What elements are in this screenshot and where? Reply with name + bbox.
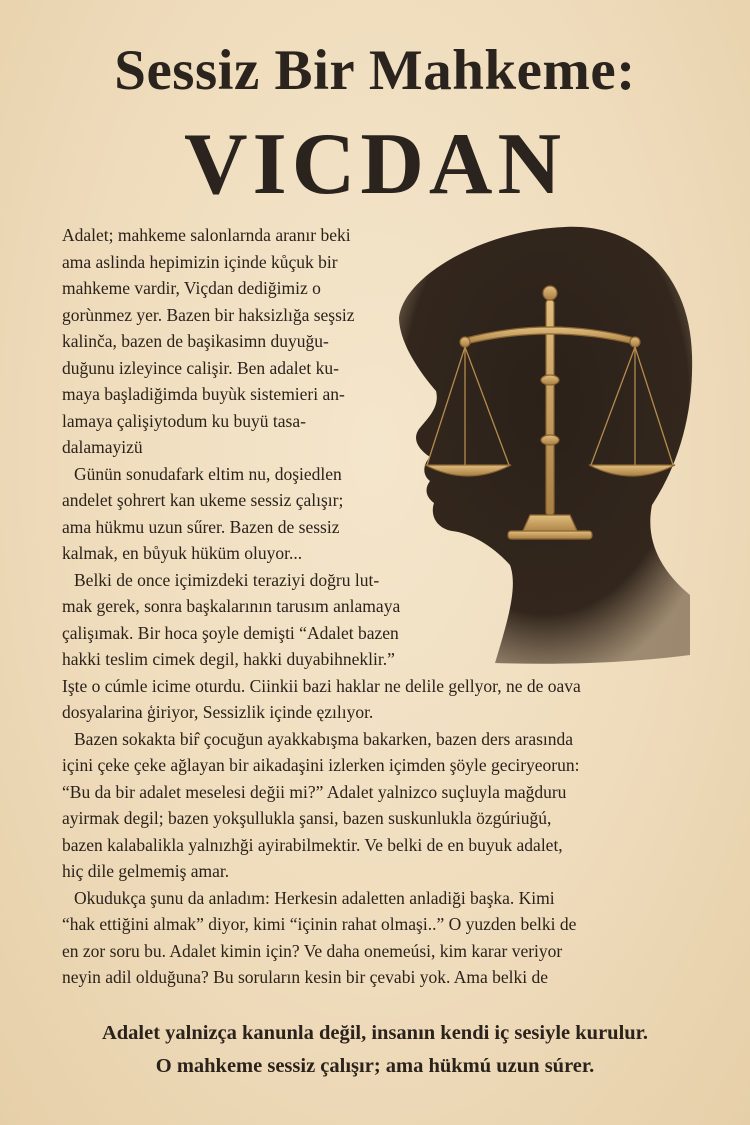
paragraph-5: [62, 885, 692, 991]
closing-line-2: O mahkeme sessiz çalışır; ama hükmú uzun súrer.: [155, 1055, 595, 1077]
closing-quote: [0, 1017, 750, 1083]
page-title: Sessiz Bir Mahkeme:: [114, 39, 636, 102]
article-body: [62, 222, 692, 991]
page-subtitle: VICDAN: [184, 116, 566, 213]
text-line: hakki teslim cimek degil, hakki duyabihneklir.”: [62, 649, 395, 669]
text-line: içini çeke çeke ağlayan bir aikadaşini izlerken içimden şöyle geciryeorun:: [62, 755, 580, 775]
text-line: ama hükmu uzun sűrer. Bazen de sessiz: [62, 516, 340, 537]
text-line: dosyalarina ģiriyor, Sessizlik içinde ęzılıyor.: [62, 702, 374, 722]
text-line: mahkeme vardir, Viçdan dediğimiz o: [62, 278, 321, 298]
text-line: neyin adil olduğuna? Bu soruların kesin bir çevabi yok. Ama belki de: [62, 967, 549, 987]
text-line: Belki de once içimizdeki teraziyi doğru lut-: [74, 569, 380, 590]
text-line: dalamayizü: [62, 437, 143, 457]
text-line: duğunu izleyince calişir. Ben adalet ku-: [62, 357, 339, 378]
text-line: “Bu da bir adalet meselesi değii mi?” Adalet yalnizco suçluyla mağduru: [62, 781, 567, 802]
text-line: maya başladiğimda buyùk sistemieri an-: [62, 384, 345, 404]
paragraph-3: [62, 567, 692, 726]
text-line: Işte o cúmle icime oturdu. Ciinkii bazi haklar ne delile gellyor, ne de oava: [62, 675, 581, 696]
text-line: andelet şohrert kan ukeme sessiz çalışır;: [62, 490, 344, 510]
text-line: Bazen sokakta bir̂ çocuğun ayakkabışma bakarken, bazen ders arasında: [74, 728, 574, 749]
text-line: gorùnmez yer. Bazen bir haksizlığa seşsiz: [62, 304, 355, 325]
text-line: kalmak, en bůyuk hüküm oluyor...: [62, 543, 303, 563]
closing-line-1: Adalet yalnizça kanunla değil, insanın kendi iç sesiyle kurulur.: [101, 1022, 649, 1044]
text-line: Okudukça şunu da anladım: Herkesin adaletten anladiği başka. Kimi: [74, 887, 555, 908]
text-line: lamaya çalişiytodum ku buyü tasa-: [62, 410, 306, 431]
text-line: Günün sonudafark eltim nu, doşiedlen: [74, 463, 342, 484]
paragraph-4: [62, 726, 692, 885]
text-line: “hak ettiğini almak” diyor, kimi “içinin rahat olmaşi..” O yuzden belki de: [62, 914, 577, 934]
text-line: çalişımak. Bir hoca şoyle demişti “Adalet bazen: [62, 622, 399, 643]
text-line: kalinča, bazen de başikasimn duyuğu-: [62, 331, 329, 351]
text-line: hiç dile gelmemiş amar.: [62, 861, 230, 881]
paragraph-2: [62, 461, 692, 567]
paragraph-1: [62, 222, 692, 461]
text-line: Adalet; mahkeme salonlarnda aranır beki: [62, 225, 351, 245]
text-line: en zor soru bu. Adalet kimin için? Ve daha onemeúsi, kim karar veriyor: [62, 940, 563, 961]
text-line: ama aslinda hepimizin içinde kůçuk bir: [62, 251, 338, 272]
text-line: ayirmak degil; bazen yokşullukla şansi, bazen suskunlukla özgúriuğú,: [62, 808, 552, 828]
text-line: mak gerek, sonra başkalarının tarusım anlamaya: [62, 596, 401, 616]
text-line: bazen kalabalikla yalnızhği ayirabilmektir. Ve belki de en buyuk adalet,: [62, 834, 563, 855]
